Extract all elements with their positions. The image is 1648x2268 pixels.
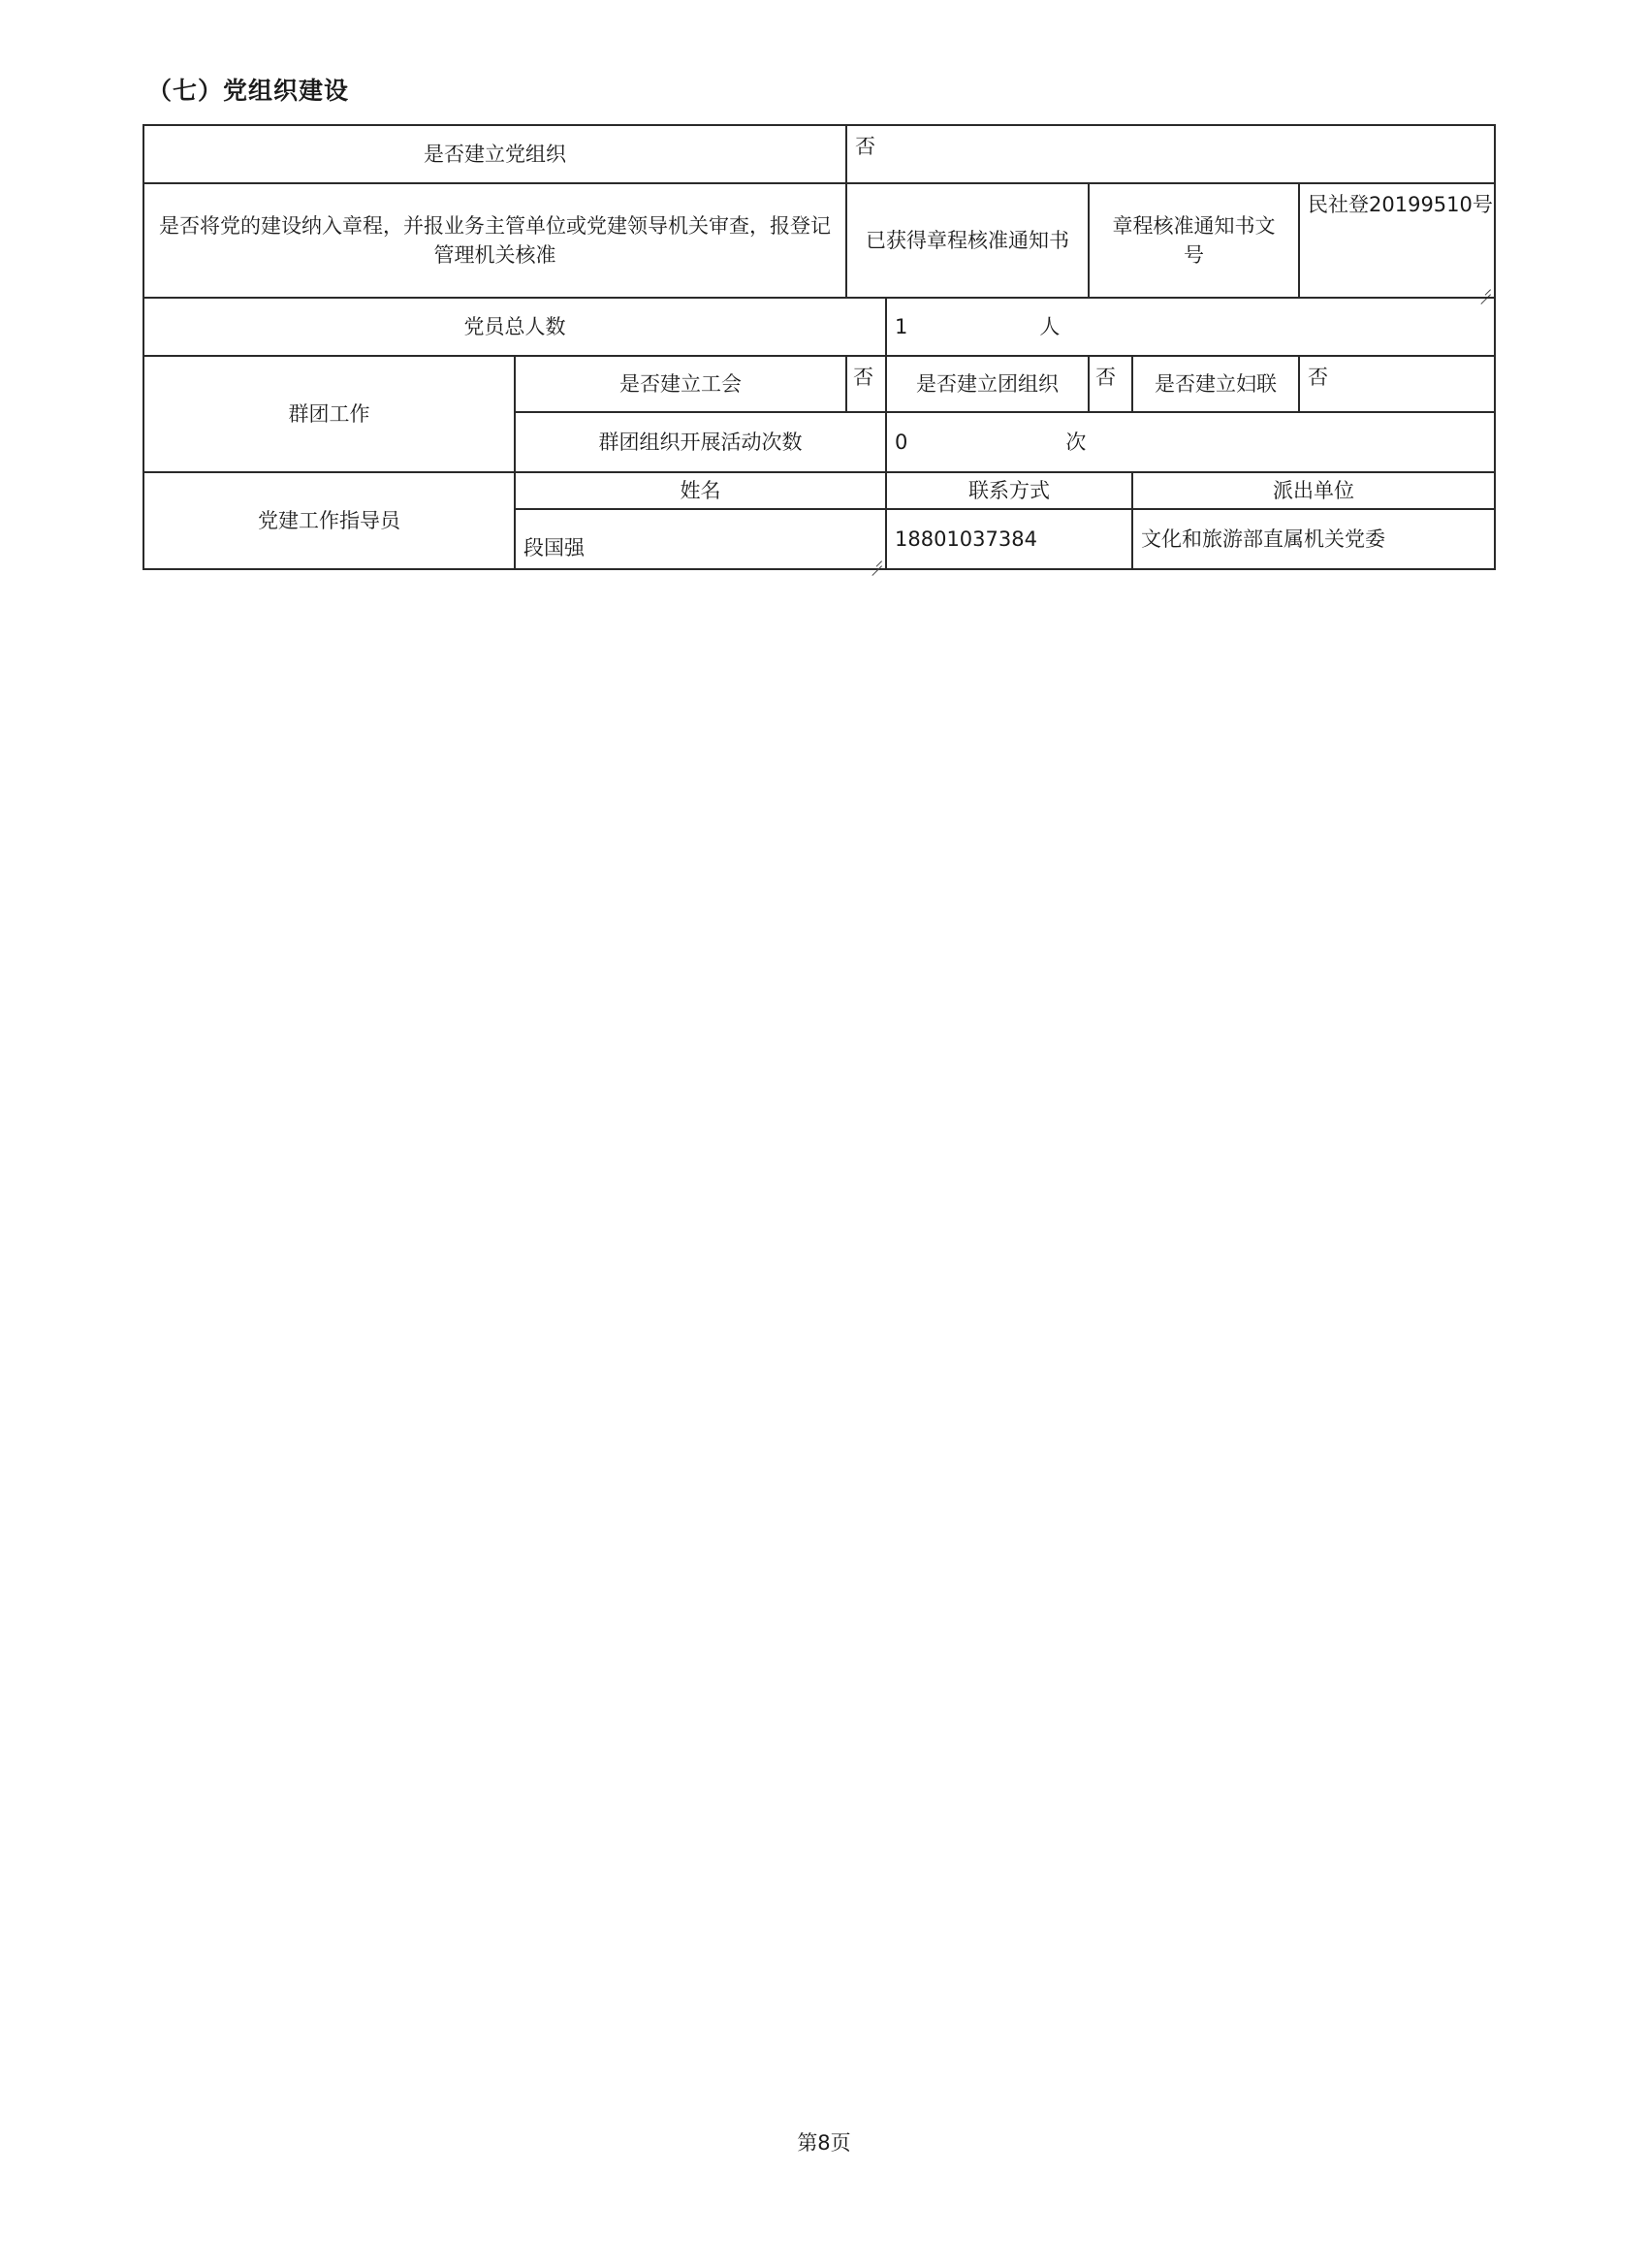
members-label: 党员总人数 bbox=[143, 297, 887, 357]
party-org-value[interactable]: 否 bbox=[845, 124, 1496, 184]
mass-org-label: 群团工作 bbox=[143, 355, 516, 473]
women-value[interactable]: 否 bbox=[1298, 355, 1496, 413]
charter-status[interactable]: 已获得章程核准通知书 bbox=[845, 182, 1090, 299]
charter-label: 是否将党的建设纳入章程，并报业务主管单位或党建领导机关审查，报登记管理机关核准 bbox=[143, 182, 847, 299]
instructor-unit[interactable]: 文化和旅游部直属机关党委 bbox=[1131, 508, 1496, 570]
header-contact: 联系方式 bbox=[885, 471, 1133, 510]
header-unit: 派出单位 bbox=[1131, 471, 1496, 510]
union-label: 是否建立工会 bbox=[514, 355, 847, 413]
activity-unit: 次 bbox=[1065, 431, 1087, 454]
members-field[interactable] bbox=[885, 297, 1496, 357]
activity-count: 0 bbox=[895, 431, 908, 454]
youth-label: 是否建立团组织 bbox=[885, 355, 1090, 413]
resize-handle-icon[interactable] bbox=[1479, 283, 1491, 295]
section-title: （七）党组织建设 bbox=[147, 77, 350, 105]
union-value[interactable]: 否 bbox=[845, 355, 887, 413]
instructor-label: 党建工作指导员 bbox=[143, 471, 516, 570]
youth-value[interactable]: 否 bbox=[1088, 355, 1133, 413]
instructor-contact[interactable]: 18801037384 bbox=[885, 508, 1133, 570]
header-name: 姓名 bbox=[514, 471, 887, 510]
members-count: 1 bbox=[895, 315, 908, 338]
charter-doc-value: 民社登20199510号 bbox=[1308, 193, 1493, 216]
instructor-name-field[interactable] bbox=[514, 508, 887, 570]
women-label: 是否建立妇联 bbox=[1131, 355, 1300, 413]
charter-doc-label: 章程核准通知书文号 bbox=[1088, 182, 1300, 299]
page-number: 第8页 bbox=[797, 2131, 851, 2155]
resize-handle-icon[interactable] bbox=[871, 555, 882, 566]
party-org-label: 是否建立党组织 bbox=[143, 124, 847, 184]
charter-doc-field[interactable] bbox=[1298, 182, 1496, 299]
activity-field[interactable] bbox=[885, 411, 1496, 473]
activity-label: 群团组织开展活动次数 bbox=[514, 411, 887, 473]
members-unit: 人 bbox=[1039, 315, 1061, 338]
instructor-name: 段国强 bbox=[523, 536, 585, 559]
